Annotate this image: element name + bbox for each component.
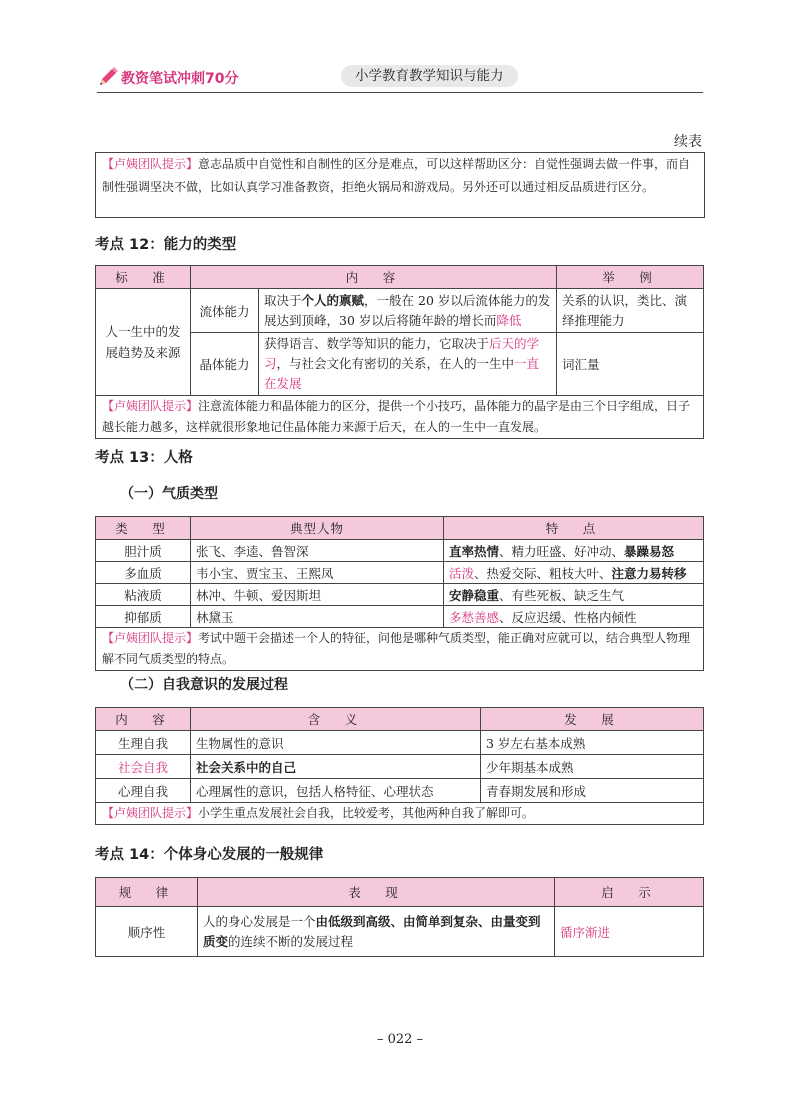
traits [444, 562, 704, 584]
page-number: – 022 – [376, 1032, 424, 1047]
ability-type: 晶体能力 [191, 333, 259, 396]
ability-example: 关系的认识，类比、演绎推理能力 [557, 289, 704, 333]
ability-content [259, 289, 557, 333]
trait-text: 、精力旺盛、好冲动、 [499, 543, 625, 559]
subject-pill: 小学教育教学知识与能力 [341, 65, 518, 87]
tip-text: 小学生重点发展社会自我，比较爱考，其他两种自我了解即可。 [198, 806, 535, 820]
header-cell: 标 准 [96, 266, 191, 289]
content-bold: 个人的禀赋 [301, 292, 365, 308]
section-title: 考点 12：能力的类型 [95, 237, 237, 253]
content-text: 取决于 [264, 292, 302, 308]
development-law-table [95, 877, 704, 957]
trait-key: 安静稳重 [449, 587, 500, 603]
content-highlight: 降低 [496, 312, 522, 328]
self-meaning: 生物属性的意识 [191, 731, 481, 755]
self-meaning: 心理属性的意识，包括人格特征、心理状态 [191, 779, 481, 803]
tip-cell [96, 803, 704, 825]
pencil-icon [97, 66, 119, 88]
typical-people: 林冲、牛顿、爱因斯坦 [191, 584, 444, 606]
section-title: 考点 14：个体身心发展的一般规律 [95, 847, 324, 863]
self-type: 心理自我 [96, 779, 191, 803]
trait-text: 、反应迟缓、性格内倾性 [499, 609, 637, 625]
header-cell: 内 容 [191, 266, 557, 289]
header-cell: 特 点 [444, 517, 704, 540]
trait-key: 直率热情 [449, 543, 500, 559]
temperament-type: 多血质 [96, 562, 191, 584]
content-highlight: 一直在发展 [264, 356, 540, 391]
tip-text: 意志品质中自觉性和自制性的区分是难点，可以这样帮助区分：自觉性强调去做一件事，而自制性强调坚决不做，比如认真学习准备教资，拒绝火锅局和游戏局。另外还可以通过相反品质进行区分。 [102, 157, 691, 194]
traits [444, 584, 704, 606]
temperament-table [95, 516, 704, 671]
criterion-cell: 人一生中的发展趋势及来源 [96, 289, 191, 396]
tip-label: 【卢姨团队提示】 [102, 399, 199, 413]
header-cell: 表 现 [198, 878, 555, 907]
header-cell: 启 示 [555, 878, 704, 907]
content-text: 获得语言、数学等知识的能力，它取决于 [264, 336, 490, 351]
typical-people: 林黛玉 [191, 606, 444, 628]
header-cell: 规 律 [96, 878, 198, 907]
trait-key: 暴躁易怒 [624, 543, 675, 559]
subsection-title: （二）自我意识的发展过程 [120, 677, 288, 693]
tip-cell [96, 628, 704, 671]
tip-label: 【卢姨团队提示】 [102, 157, 199, 171]
self-development: 少年期基本成熟 [481, 755, 704, 779]
law-insight: 循序渐进 [555, 907, 704, 957]
tip-label: 【卢姨团队提示】 [102, 631, 199, 645]
ability-content [259, 333, 557, 396]
expression-text: 人的身心发展是一个 [203, 913, 316, 929]
ability-table [95, 265, 704, 439]
content-highlight: 后天的学习 [264, 336, 540, 371]
section-title: 考点 13：人格 [95, 450, 193, 466]
trait-text: 、热爱交际、粗枝大叶、 [474, 565, 612, 581]
self-type: 社会自我 [96, 755, 191, 779]
trait-key: 多愁善感 [449, 609, 500, 625]
header-cell: 典型人物 [191, 517, 444, 540]
temperament-type: 粘液质 [96, 584, 191, 606]
page-header [97, 62, 703, 93]
tip-cell [96, 396, 704, 439]
tip-text: 注意流体能力和晶体能力的区分，提供一个小技巧，晶体能力的晶字是由三个日字组成，日子越长能力越多，这样就很形象地记住晶体能力来源于后天，在人的一生中一直发展。 [102, 399, 691, 434]
header-cell: 内 容 [96, 708, 191, 731]
header-cell: 举 例 [557, 266, 704, 289]
self-meaning: 社会关系中的自己 [191, 755, 481, 779]
ability-type: 流体能力 [191, 289, 259, 333]
content-text: ，与社会文化有密切的关系，在人的一生中 [276, 356, 515, 371]
law-name: 顺序性 [96, 907, 198, 957]
tip-label: 【卢姨团队提示】 [102, 806, 199, 820]
continued-label: 续表 [674, 134, 702, 150]
self-type: 生理自我 [96, 731, 191, 755]
temperament-type: 胆汁质 [96, 540, 191, 562]
expression-text: 的连续不断的发展过程 [228, 933, 354, 949]
expression-bold: 由低级到高级、由简单到复杂、由量变到质变 [203, 913, 541, 949]
self-development: 青春期发展和形成 [481, 779, 704, 803]
traits [444, 606, 704, 628]
typical-people: 张飞、李逵、鲁智深 [191, 540, 444, 562]
temperament-type: 抑郁质 [96, 606, 191, 628]
header-cell: 含 义 [191, 708, 481, 731]
law-expression [198, 907, 555, 957]
trait-key: 注意力易转移 [611, 565, 687, 581]
trait-key: 活泼 [449, 565, 475, 581]
trait-text: 、有些死板、缺乏生气 [499, 587, 625, 603]
book-brand: 教资笔试冲刺70分 [121, 71, 239, 87]
typical-people: 韦小宝、贾宝玉、王熙凤 [191, 562, 444, 584]
tip-box [95, 152, 705, 218]
header-cell: 类 型 [96, 517, 191, 540]
ability-example: 词汇量 [557, 333, 704, 396]
subsection-title: （一）气质类型 [120, 486, 218, 502]
self-development: 3 岁左右基本成熟 [481, 731, 704, 755]
tip-text: 考试中题干会描述一个人的特征，问他是哪种气质类型，能正确对应就可以，结合典型人物理解不同气质类型的特点。 [102, 631, 691, 666]
self-awareness-table [95, 707, 704, 825]
content-text: ，一般在 20 岁以后流体能力的发展达到顶峰，30 岁以后将随年龄的增长而 [264, 292, 551, 328]
traits [444, 540, 704, 562]
header-cell: 发 展 [481, 708, 704, 731]
